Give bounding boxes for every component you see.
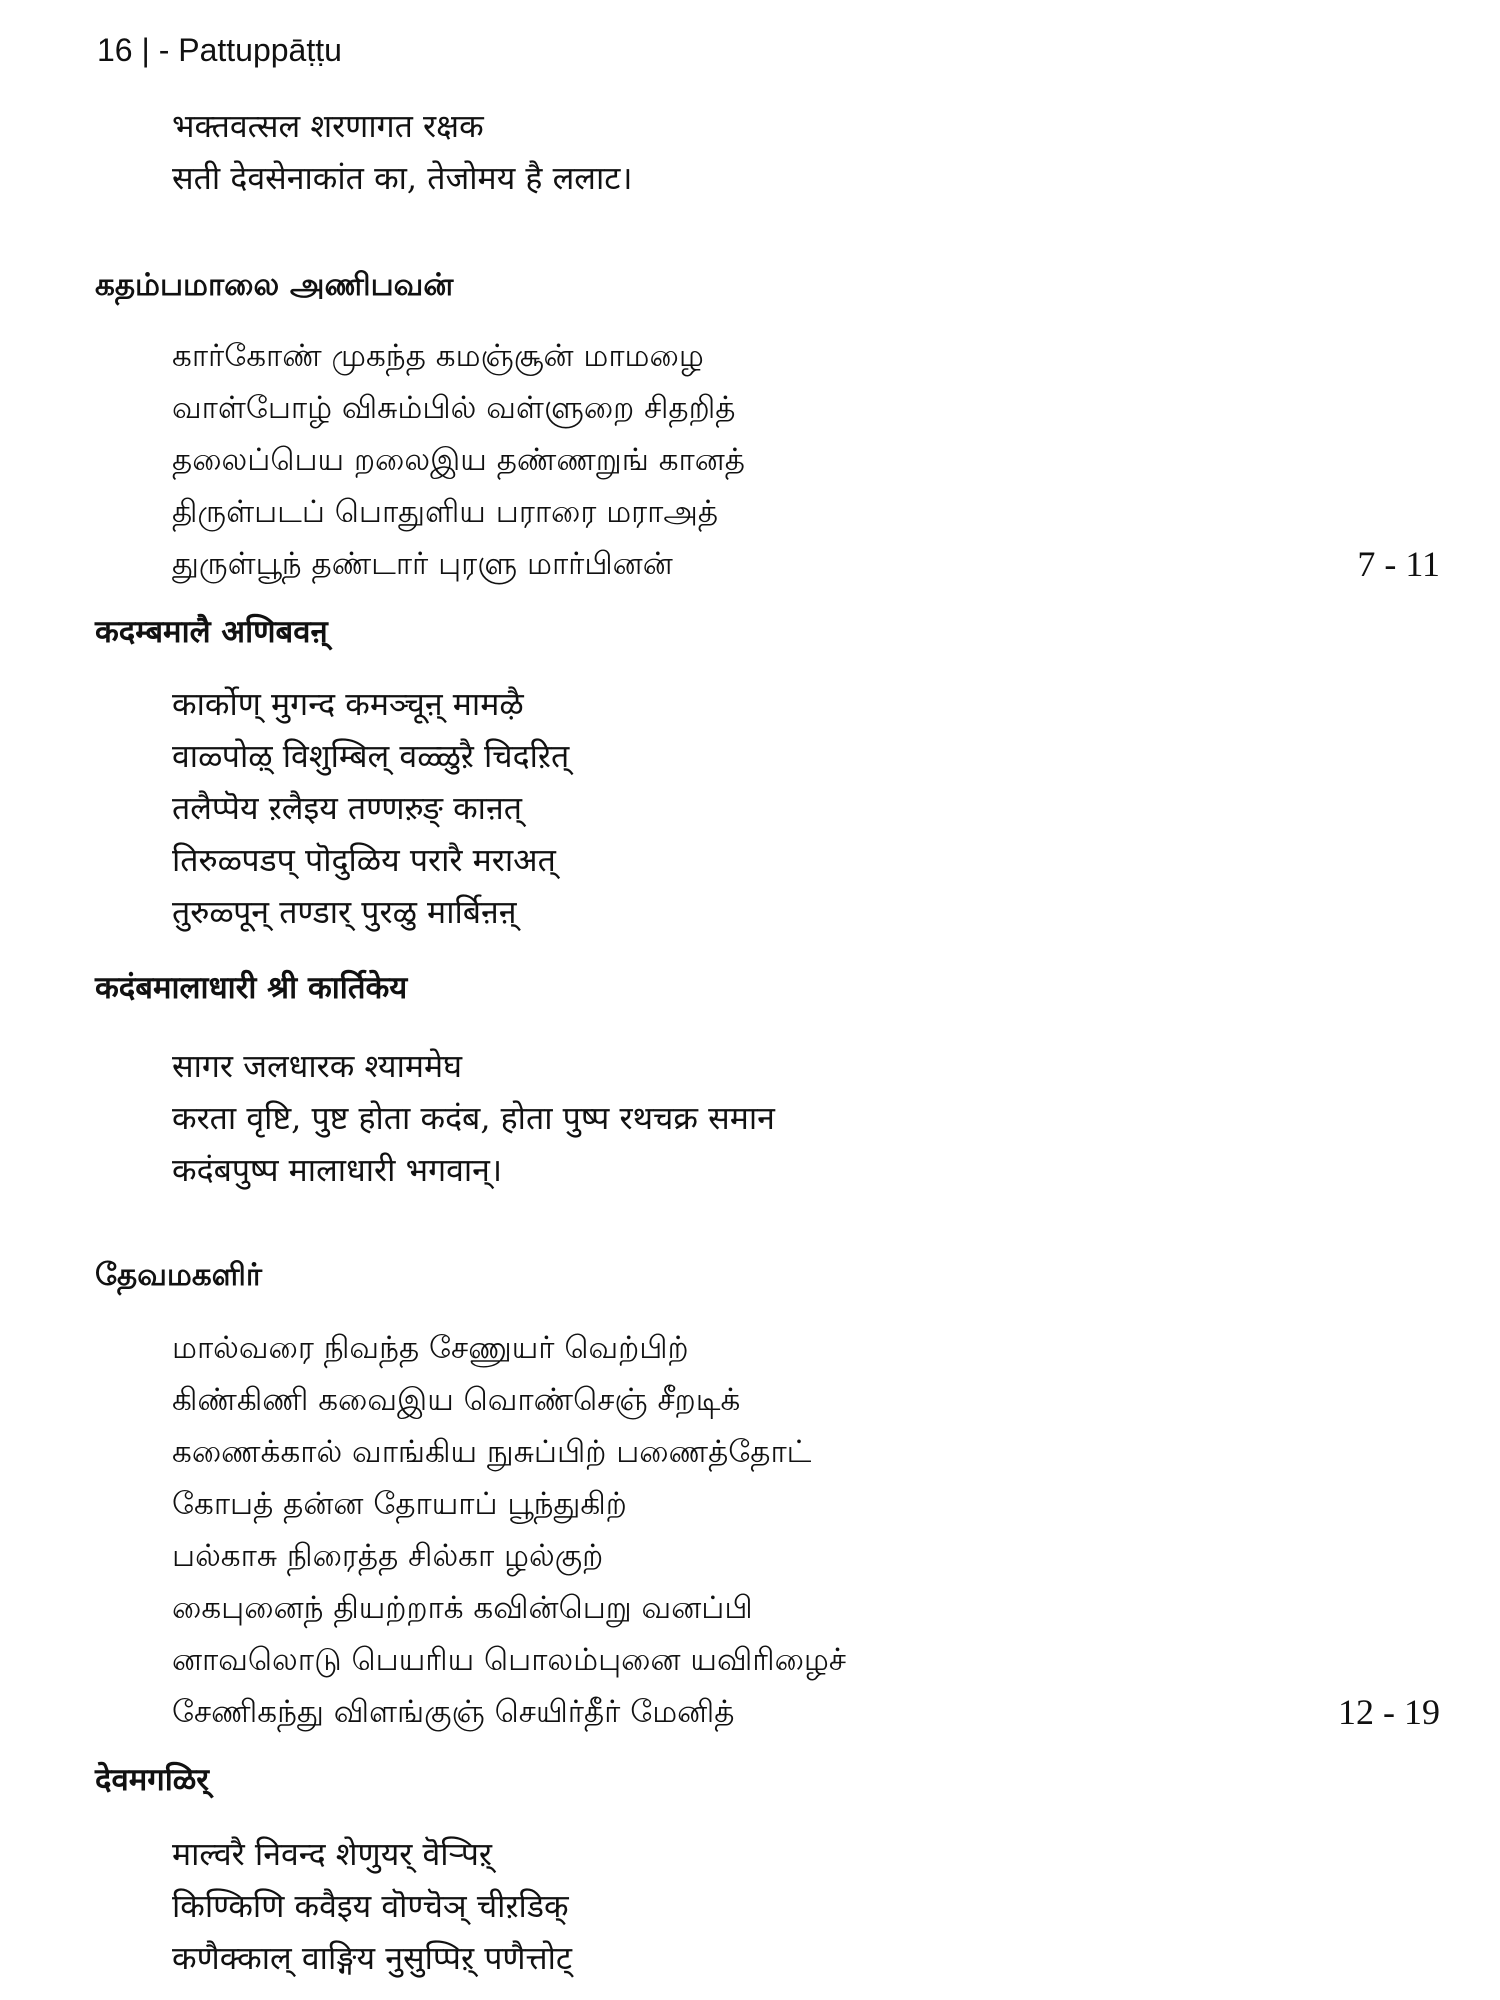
verse-line: कार्कोण् मुगन्द कमञ्चूऩ् मामऴै <box>172 685 524 723</box>
tamil-verse-block <box>172 1322 846 1738</box>
verse-line: किण्किणि कवैइय वॊण्चॆञ् चीऱडिक् <box>172 1887 569 1925</box>
verse-line: பல்காசு நிரைத்த சில்கா ழல்குற் <box>172 1538 604 1574</box>
verse-line: மால்வரை நிவந்த சேணுயர் வெற்பிற் <box>172 1330 689 1366</box>
section-heading: देवमगळिर् <box>95 1762 209 1798</box>
verse-line: சேணிகந்து விளங்குஞ் செயிர்தீர் மேனித் <box>172 1694 735 1730</box>
verse-line: तलैप्पॆय ऱलैइय तण्णऱुङ् काऩत् <box>172 789 522 827</box>
section-heading: கதம்பமாலை அணிபவன் <box>95 267 454 303</box>
verse-line: கணைக்கால் வாங்கிய நுசுப்பிற் பணைத்தோட் <box>172 1434 812 1470</box>
verse-line: தலைப்பெய றலைஇய தண்ணறுங் கானத் <box>172 442 746 478</box>
transliteration-block <box>172 1828 572 1984</box>
verse-line: सागर जलधारक श्याममेघ <box>172 1047 463 1085</box>
verse-line: माल्वरै निवन्द शेणुयर् वॆऱ्पिऱ् <box>172 1835 492 1873</box>
verse-line: கிண்கிணி கவைஇய வொண்செஞ் சீறடிக் <box>172 1382 741 1418</box>
verse-line: तिरुळ्पडप् पॊदुळिय परारै मराअत् <box>172 841 556 879</box>
verse-line: कणैक्काल् वाङ्गिय नुसुप्पिऱ् पणैत्तोट् <box>172 1939 573 1977</box>
verse-line: वाळ्पोऴ् विशुम्बिल् वळ्ळुऱै चिदऱित् <box>172 737 570 775</box>
hindi-translation-block <box>172 100 633 204</box>
verse-line: துருள்பூந் தண்டார் புரளு மார்பினன் <box>172 546 673 582</box>
transliteration-block <box>172 678 569 938</box>
hindi-translation-block <box>172 1040 775 1196</box>
verse-line: करता वृष्टि, पुष्ट होता कदंब, होता पुष्प रथचक्र समान <box>172 1099 775 1137</box>
verse-line: கைபுனைந் தியற்றாக் கவின்பெறு வனப்பி <box>172 1590 753 1626</box>
section-heading: தேவமகளிர் <box>95 1257 263 1293</box>
verse-line: कदंबपुष्प मालाधारी भगवान्। <box>172 1151 503 1189</box>
verse-line: னாவலொடு பெயரிய பொலம்புனை யவிரிழைச் <box>172 1642 847 1678</box>
verse-line: கோபத் தன்ன தோயாப் பூந்துகிற் <box>172 1486 627 1522</box>
verse-line: सती देवसेनाकांत का, तेजोमय है ललाट। <box>172 159 633 197</box>
section-heading: कदंबमालाधारी श्री कार्तिकेय <box>95 970 408 1006</box>
verse-line: तुरुळ्पून् तण्डार् पुरळु मार्बिऩऩ् <box>172 893 517 931</box>
verse-range-number: 12 - 19 <box>1338 1692 1440 1732</box>
verse-line: கார்கோண் முகந்த கமஞ்சூன் மாமழை <box>172 338 704 374</box>
page-header: 16 | - Pattuppāṭṭu <box>97 32 342 68</box>
verse-line: திருள்படப் பொதுளிய பராரை மராஅத் <box>172 494 719 530</box>
tamil-verse-block <box>172 330 745 590</box>
verse-range-number: 7 - 11 <box>1357 544 1440 584</box>
verse-line: வாள்போழ் விசும்பில் வள்ளுறை சிதறித் <box>172 390 736 426</box>
verse-line: भक्तवत्सल शरणागत रक्षक <box>172 107 484 145</box>
section-heading: कदम्बमालै अणिबवऩ् <box>95 614 328 650</box>
